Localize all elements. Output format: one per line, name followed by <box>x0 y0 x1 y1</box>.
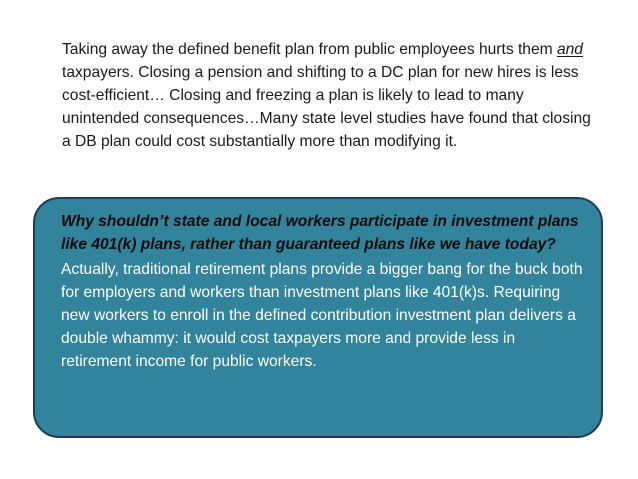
callout-answer: Actually, traditional retirement plans provide a bigger bang for the buck both for employers and workers than investment plans like 401(k)s. Requiring new workers to enroll in the defined contribution investment plan delivers a double whammy: it would cost taxpayers more and provide less in retirement income for public workers. <box>61 261 583 370</box>
callout-question: Why shouldn’t state and local workers participate in investment plans like 401(k) plans, rather than guaranteed plans like we have today? <box>61 213 579 253</box>
intro-paragraph <box>62 38 602 153</box>
qa-callout-box <box>33 197 603 438</box>
intro-emphasis: and <box>556 41 583 58</box>
intro-text-part1: Taking away the defined benefit plan from public employees hurts them <box>62 41 557 58</box>
intro-text-part2: taxpayers. Closing a pension and shifting to a DC plan for new hires is less cost-efficient… Closing and freezing a plan is likely to lead to many unintended consequences…Many state level studies have found that closing a DB plan could cost substantially more than modifying it. <box>62 64 591 150</box>
